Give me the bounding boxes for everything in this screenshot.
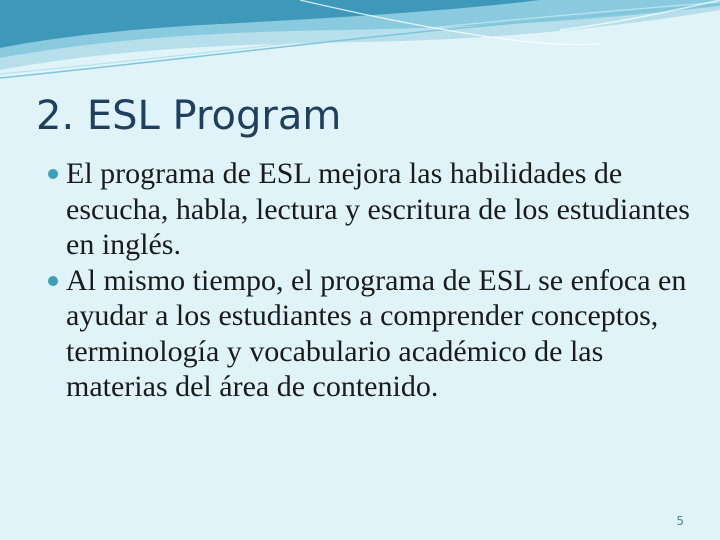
bullet-list [44, 156, 694, 405]
slide-title: 2. ESL Program [36, 93, 342, 139]
bullet-dot-icon [48, 169, 58, 179]
bullet-item [44, 263, 694, 405]
bullet-text: Al mismo tiempo, el programa de ESL se enfoca en ayudar a los estudiantes a comprender conceptos, terminología y vocabulario académico de las materias del área de contenido. [66, 263, 687, 403]
bullet-text: El programa de ESL mejora las habilidades de escucha, habla, lectura y escritura de los estudiantes en inglés. [66, 157, 690, 261]
bullet-dot-icon [48, 276, 58, 286]
bullet-item [44, 156, 694, 263]
slide-number: 5 [676, 514, 684, 528]
header-wave-decoration [0, 0, 720, 90]
